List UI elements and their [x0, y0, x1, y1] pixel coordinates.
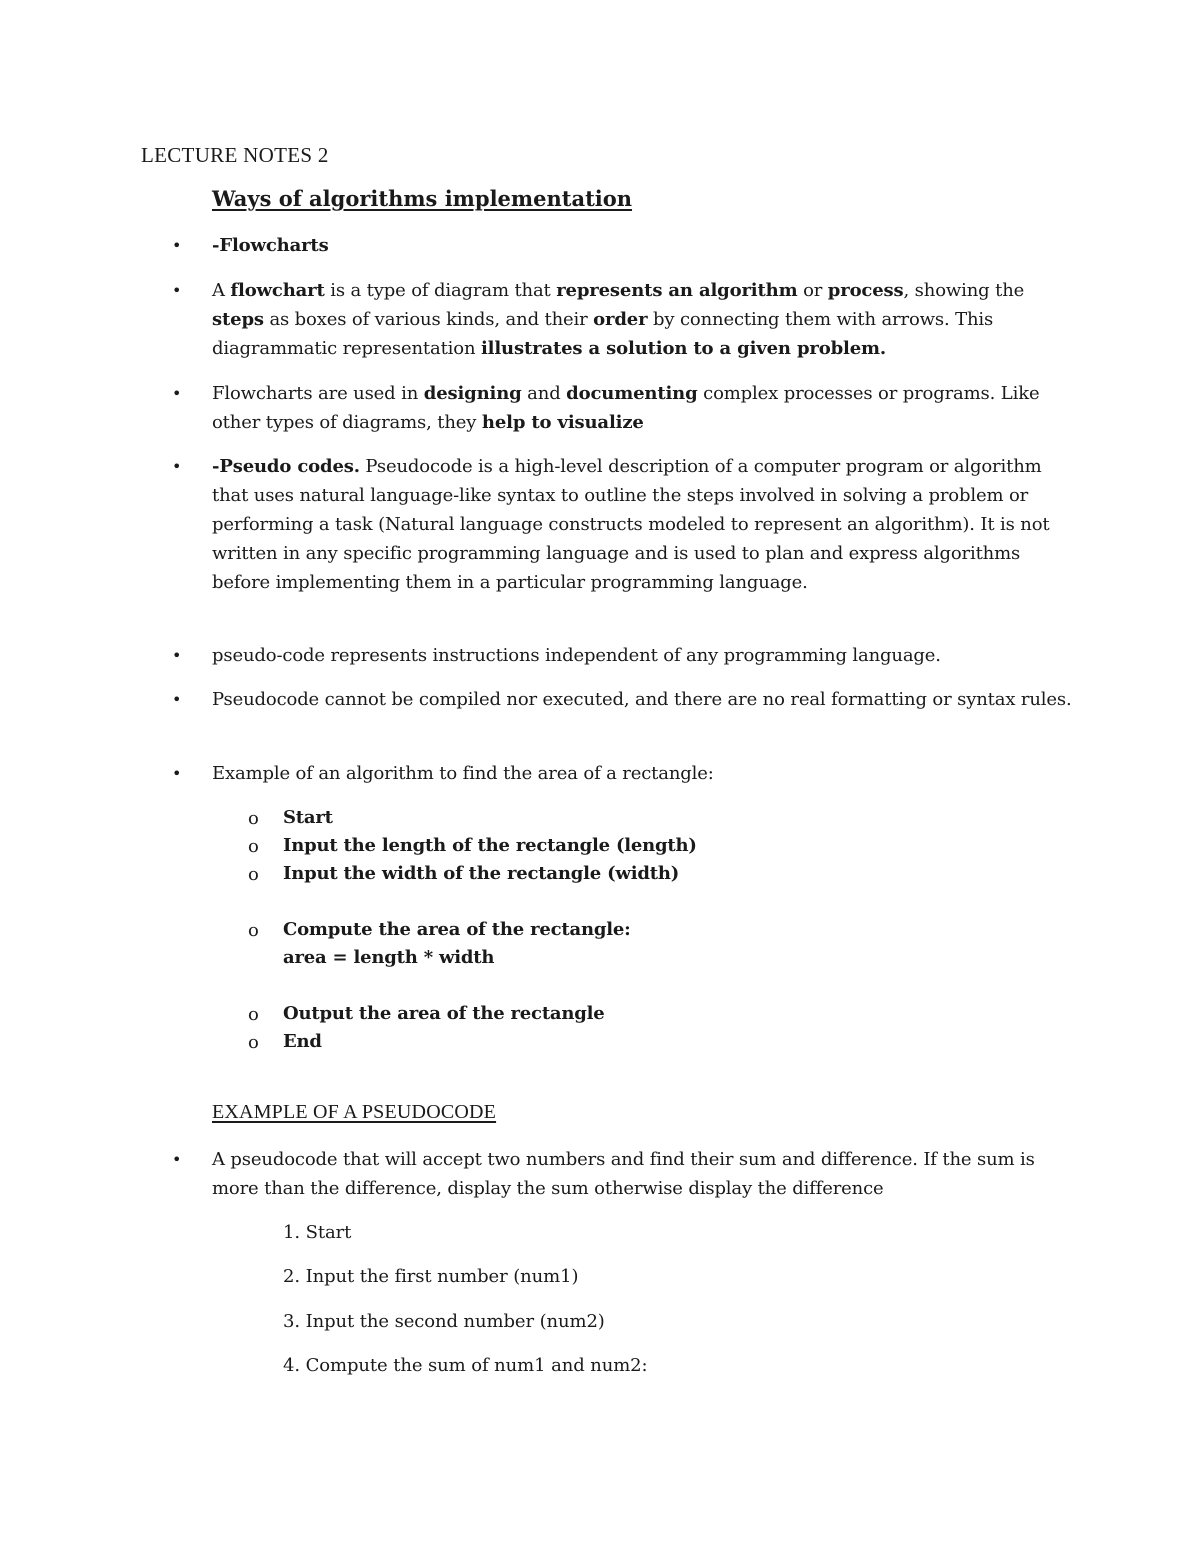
- algorithm-step-input-width: Input the width of the rectangle (width): [283, 863, 680, 884]
- bullet-flowchart-definition: [212, 276, 1072, 363]
- bullet-marker: •: [172, 690, 182, 709]
- bullet-area-example: Example of an algorithm to find the area of a rectangle:: [212, 763, 714, 784]
- sub-list-marker: o: [248, 808, 259, 829]
- text-run: Pseudocode is a high-level description of a computer program or algorithm that uses natural language-like syntax to outline the steps involved in solving a problem or performing a task (Natural language constructs modeled to represent an algorithm). It is not written in any specific programming language and is used to plan and express algorithms before implementing them in a particular programming language.: [212, 456, 1050, 593]
- bullet-flowcharts: [212, 231, 1072, 260]
- sub-list-marker: o: [248, 920, 259, 941]
- text-run: , showing the: [903, 280, 1025, 301]
- bold-run: flowchart: [230, 280, 325, 301]
- bullet-marker: •: [172, 457, 182, 476]
- bullet-pseudo-codes: [212, 452, 1072, 597]
- bold-run: process: [827, 280, 904, 301]
- bold-run: help to visualize: [481, 412, 644, 433]
- text-run: A: [212, 280, 231, 301]
- document-title: Ways of algorithms implementation: [212, 186, 633, 211]
- sub-list-marker: o: [248, 864, 259, 885]
- sub-list-marker: o: [248, 836, 259, 857]
- bullet-marker: •: [172, 764, 182, 783]
- bold-run: illustrates a solution to a given problem: [480, 338, 880, 359]
- bullet-pseudocode-independent: pseudo-code represents instructions independent of any programming language.: [212, 645, 941, 666]
- text-run: and: [521, 383, 567, 404]
- algorithm-step-formula: area = length * width: [283, 947, 495, 968]
- document-label: LECTURE NOTES 2: [141, 143, 329, 167]
- text-run: by connecting them with arrows. This diagrammatic representation: [212, 309, 994, 359]
- text-run: is a type of diagram that: [324, 280, 557, 301]
- bold-run: designing: [423, 383, 522, 404]
- bold-run: represents an algorithm: [556, 280, 798, 301]
- bullet-marker: •: [172, 281, 182, 300]
- bullet-marker: •: [172, 236, 182, 255]
- sub-list-marker: o: [248, 1032, 259, 1053]
- text-run: Flowcharts are used in: [212, 383, 424, 404]
- bold-run: order: [593, 309, 648, 330]
- bold-run: steps: [212, 309, 264, 330]
- numbered-step: 1. Start: [283, 1222, 352, 1243]
- text-run: as boxes of various kinds, and their: [263, 309, 594, 330]
- sub-list-marker: o: [248, 1004, 259, 1025]
- bold-run: .: [879, 338, 887, 359]
- algorithm-step-compute: Compute the area of the rectangle:: [283, 919, 631, 940]
- algorithm-step-output: Output the area of the rectangle: [283, 1003, 605, 1024]
- text-run: or: [797, 280, 828, 301]
- bullet-flowcharts-text: -Flowcharts: [212, 235, 329, 256]
- bold-run: -Pseudo codes.: [212, 456, 360, 477]
- bullet-example-intro: A pseudocode that will accept two numbers and find their sum and difference. If the sum is more than the difference, display the sum otherwise display the difference: [212, 1149, 1035, 1199]
- bullet-marker: •: [172, 384, 182, 403]
- numbered-step: 3. Input the second number (num2): [283, 1311, 605, 1332]
- bold-run: documenting: [566, 383, 698, 404]
- algorithm-step-end: End: [283, 1031, 322, 1052]
- algorithm-step-start: Start: [283, 807, 333, 828]
- numbered-step: 4. Compute the sum of num1 and num2:: [283, 1355, 648, 1376]
- text-run: complex processes or programs. Like other types of diagrams, they: [212, 383, 1040, 433]
- bullet-pseudocode-not-compiled: Pseudocode cannot be compiled nor executed, and there are no real formatting or syntax rules.: [212, 689, 1072, 710]
- bullet-flowchart-usage: [212, 379, 1072, 437]
- numbered-step: 2. Input the first number (num1): [283, 1266, 579, 1287]
- bullet-marker: •: [172, 646, 182, 665]
- example-heading: EXAMPLE OF A PSEUDOCODE: [212, 1101, 497, 1123]
- algorithm-step-input-length: Input the length of the rectangle (length): [283, 835, 697, 856]
- bullet-marker: •: [172, 1150, 182, 1169]
